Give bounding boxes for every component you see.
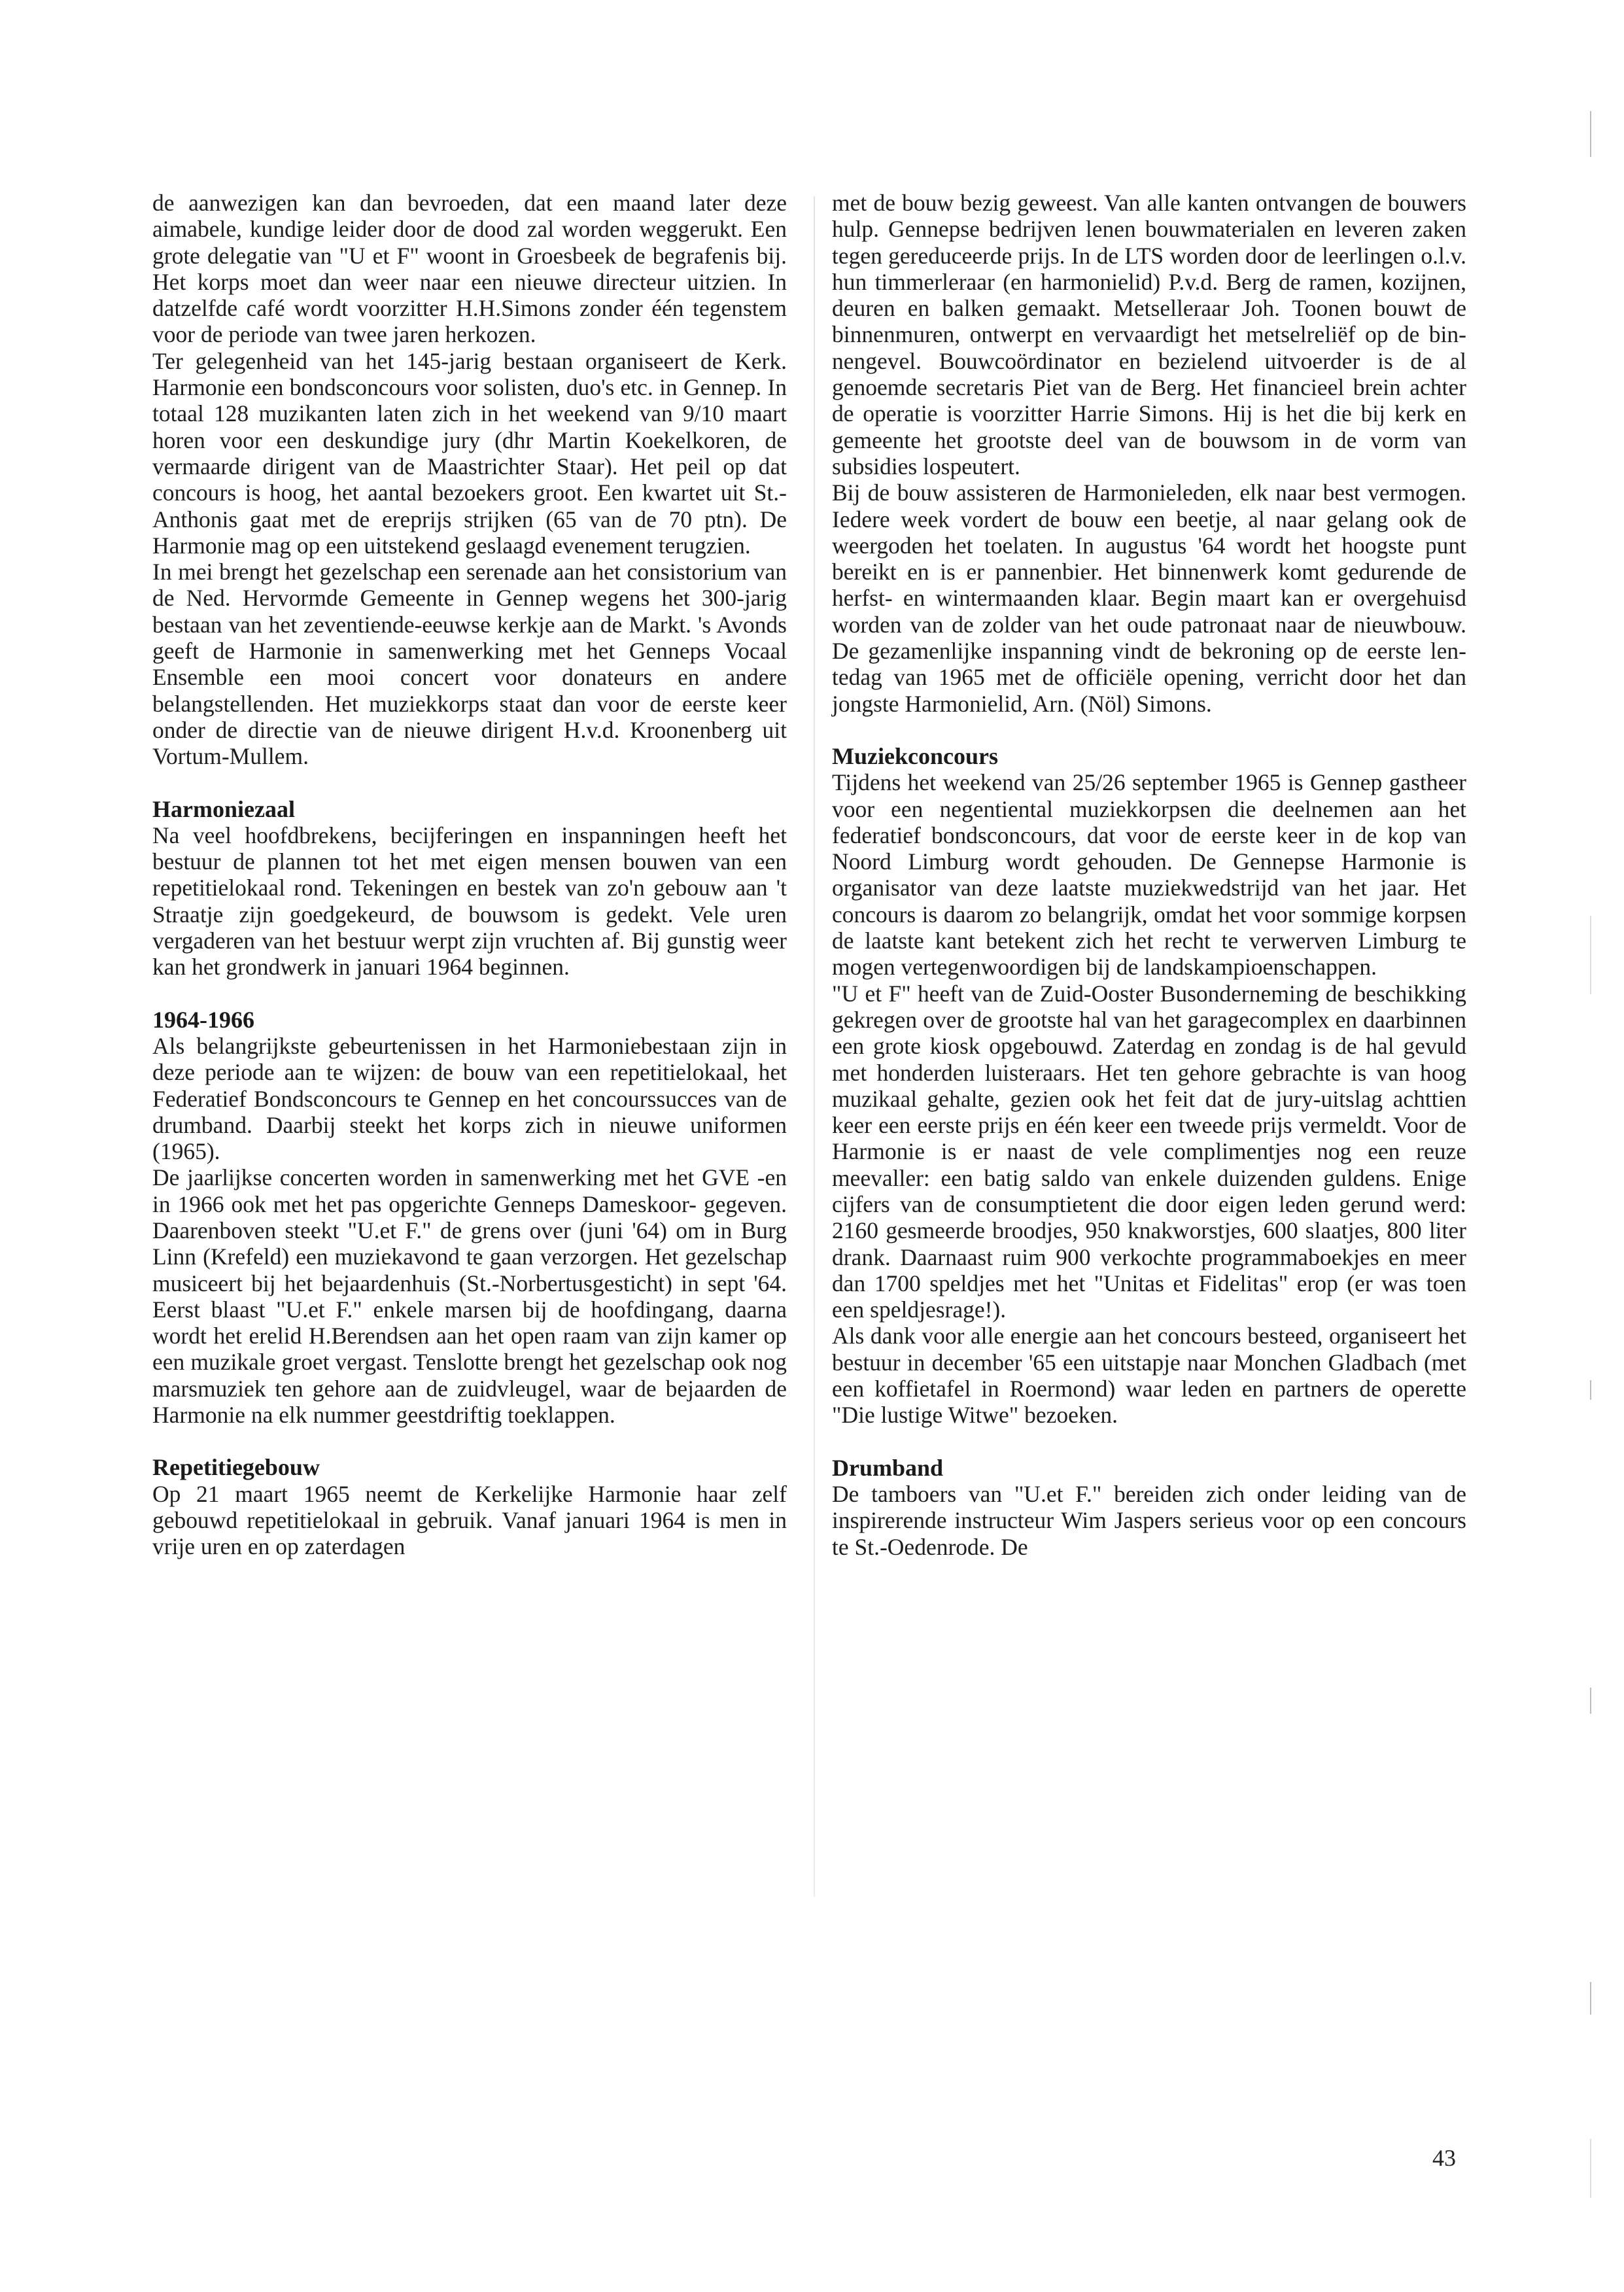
left-column — [152, 190, 787, 1560]
paragraph: In mei brengt het gezelschap een serenade aan het consistorium van de Ned. Hervormde Gemeente in Gennep wegens het 300-jarig bestaan van het zeventiende-eeuwse kerkje aan de Markt. 's Avonds geeft de Harmonie in samenwerking met het Genneps Vocaal Ensemble een mooi concert voor donateurs en andere belangstellenden. Het muziekkorps staat dan voor de eerste keer onder de directie van de nieuwe dirigent H.v.d. Kroonenberg uit Vortum-Mullem. — [152, 559, 787, 770]
section-heading-1964-1966: 1964-1966 — [152, 1006, 254, 1033]
paragraph: Bij de bouw assisteren de Harmonieleden, elk naar best vermogen. Iedere week vordert de bouw een beetje, al naar gelang ook de weergoden het toelaten. In augustus '64 wordt het hoogste punt bereikt en is er pannenbier. Het binnenwerk komt gedurende de herfst- en wintermaanden klaar. Begin maart kan er overgehuisd worden van de zolder van het oude patronaat naar de nieuwbouw. De gezamenlijke inspanning vindt de bekroning op de eerste lentedag van 1965 met de officiële opening, verricht door het dan jongste Harmonielid, Arn. (Nöl) Simons. — [832, 479, 1466, 717]
paragraph: Als belangrijkste gebeurtenissen in het Harmoniebestaan zijn in deze periode aan te wijzen: de bouw van een repetitielokaal, het Federatief Bondsconcours te Gennep en het concourssucces van de drumband. Daarbij steekt het korps zich in nieuwe uniformen (1965). — [152, 1032, 787, 1165]
right-column — [832, 190, 1466, 1560]
paragraph: Op 21 maart 1965 neemt de Kerkelijke Harmonie haar zelf gebouwd repetitielokaal in gebruik. Vanaf januari 1964 is men in vrije uren en op zaterdagen — [152, 1480, 787, 1560]
scan-edge-marks — [1585, 98, 1598, 2191]
paragraph: met de bouw bezig geweest. Van alle kanten ontvangen de bouwers hulp. Gennepse bedrijven lenen bouwmaterialen en leveren zaken tegen gereduceerde prijs. In de LTS worden door de leerlingen o.l.v. hun timmerleraar (en harmonielid) P.v.d. Berg de ramen, kozijnen, deuren en balken gemaakt. Metselleraar Joh. Toonen bouwt de binnenmuren, ontwerpt en vervaardigt het metselreliëf op de binnengevel. Bouwcoördinator en bezielend uitvoerder is de al genoemde secretaris Piet van de Berg. Het financieel brein achter de operatie is voorzitter Harrie Simons. Hij is het die bij kerk en gemeente het grootste deel van de bouwsom in de vorm van subsidies lospeutert. — [832, 190, 1466, 479]
paragraph: Tijdens het weekend van 25/26 september 1965 is Gennep gastheer voor een negentiental muziekkorpsen die deelnemen aan het federatief bondsconcours, dat voor de eerste keer in de kop van Noord Limburg wordt gehouden. De Gennepse Harmonie is organisator van deze laatste muziekwedstrijd van het jaar. Het concours is daarom zo belangrijk, omdat het voor sommige korpsen de laatste kant betekent zich het recht te verwerven Limburg te mogen vertegenwoordigen bij de landskampioenschappen. — [832, 769, 1466, 981]
paragraph: Ter gelegenheid van het 145-jarig bestaan organiseert de Kerk. Harmonie een bondsconcours voor solisten, duo's etc. in Gennep. In totaal 128 muzikanten laten zich in het weekend van 9/10 maart horen voor een deskundige jury (dhr Martin Koekelkoren, de vermaarde dirigent van de Maastrichter Staar). Het peil op dat concours is hoog, het aantal bezoekers groot. Een kwartet uit St.-Anthonis gaat met de ereprijs strijken (65 van de 70 ptn). De Harmonie mag op een uitstekend geslaagd evenement terugzien. — [152, 347, 787, 559]
paragraph: de aanwezigen kan dan bevroeden, dat een maand later deze aimabele, kundige leider door de dood zal worden weggerukt. Een grote delegatie van "U et F" woont in Groesbeek de begrafenis bij. Het korps moet dan weer naar een nieuwe directeur uitzien. In datzelfde café wordt voorzitter H.H.Simons zonder één tegenstem voor de periode van twee jaren herkozen. — [152, 190, 787, 348]
paragraph: De jaarlijkse concerten worden in samenwerking met het GVE -en in 1966 ook met het pas opgerichte Genneps Dameskoor- gegeven. Daarenboven steekt "U.et F." de grens over (juni '64) om in Burg Linn (Krefeld) een muziekavond te gaan verzorgen. Het gezelschap musiceert bij het bejaardenhuis (St.-Norbertusgesticht) in sept '64. Eerst blaast "U.et F." enkele marsen bij de hoofdingang, daarna wordt het erelid H.Berendsen aan het open raam van zijn kamer op een muzikale groet vergast. Tenslotte brengt het gezelschap ook nog marsmuziek ten gehore aan de zuidvleugel, waar de bejaarden de Harmonie na elk nummer geestdriftig toeklappen. — [152, 1164, 787, 1429]
paragraph: "U et F" heeft van de Zuid-Ooster Busonderneming de beschikking gekregen over de grootste hal van het garagecomplex en daarbinnen een grote kiosk opgebouwd. Zaterdag en zondag is de hal gevuld met honderden luisteraars. Het ten gehore gebrachte is van hoog muzikaal gehalte, gezien ook het feit dat de jury-uitslag achttien keer een eerste prijs en één keer een tweede prijs vermeldt. Voor de Harmonie is er naast de vele complimentjes nog een reuze meevaller: een batig saldo van enkele duizenden guldens. Enige cijfers van de consumptietent die door eigen leden gerund werd: 2160 gesmeerde broodjes, 950 knakworstjes, 600 slaatjes, 800 liter drank. Daarnaast ruim 900 verkochte programmaboekjes en meer dan 1700 speldjes met het "Unitas et Fidelitas" erop (er was toen een speldjesrage!). — [832, 980, 1466, 1323]
paragraph: Na veel hoofdbrekens, becijferingen en inspanningen heeft het bestuur de plannen tot het met eigen mensen bouwen van een repetitielokaal rond. Tekeningen en bestek van zo'n gebouw aan 't Straatje zijn goedgekeurd, de bouwsom is gedekt. Vele uren vergaderen van het bestuur werpt zijn vruchten af. Bij gunstig weer kan het grondwerk in januari 1964 beginnen. — [152, 822, 787, 981]
page-number: 43 — [1432, 2145, 1456, 2171]
section-heading-repetitiegebouw: Repetitiegebouw — [152, 1454, 320, 1481]
section-heading-muziekconcours: Muziekconcours — [832, 742, 998, 769]
section-heading-harmoniezaal: Harmoniezaal — [152, 795, 295, 822]
paragraph: Als dank voor alle energie aan het concours besteed, organiseert het bestuur in december '65 een uitstapje naar Monchen Gladbach (met een koffietafel in Roermond) waar leden en partners de operette "Die lustige Witwe" bezoeken. — [832, 1323, 1466, 1429]
paragraph: De tamboers van "U.et F." bereiden zich onder leiding van de inspirerende instructeur Wim Jaspers serieus voor op een concours te St.-Oedenrode. De — [832, 1480, 1466, 1560]
section-heading-drumband: Drumband — [832, 1454, 944, 1481]
column-divider — [814, 196, 815, 1897]
